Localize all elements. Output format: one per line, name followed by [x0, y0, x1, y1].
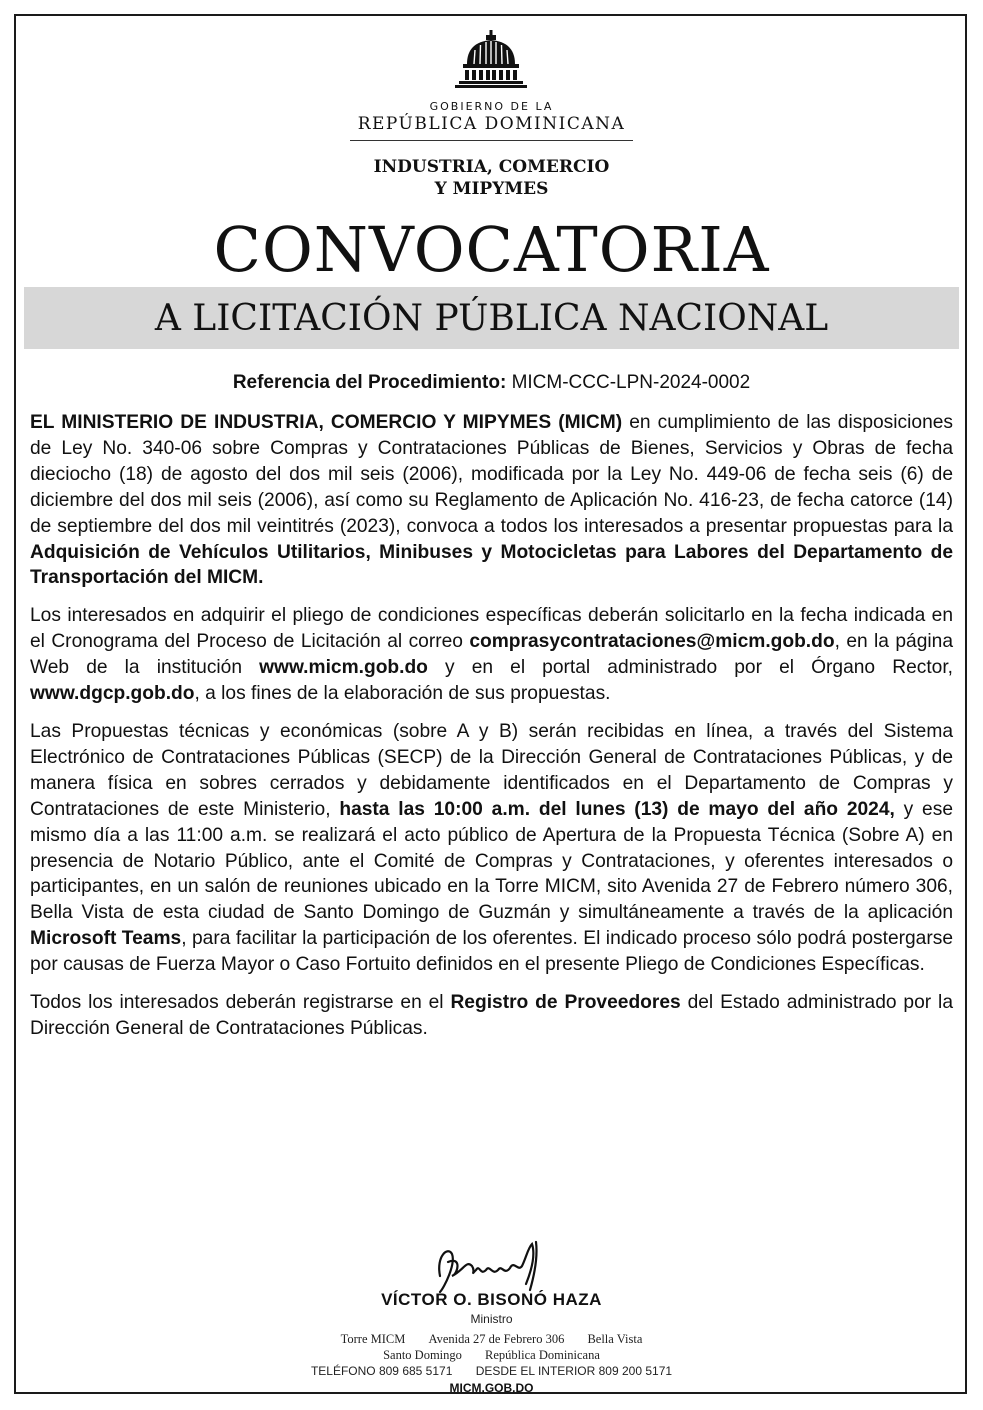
handwritten-signature [418, 1236, 578, 1298]
proposals-text-3: , para facilitar la participación de los oferentes. El indicado proceso sólo podrá postergarse por causas de Fuerza Mayor o Caso Fortuito definidos en el presente Pliego de Condiciones Específicas. [30, 928, 953, 976]
email-link[interactable]: comprasycontrataciones@micm.gob.do [469, 631, 835, 653]
phone-interior: DESDE EL INTERIOR 809 200 5171 [475, 1364, 673, 1378]
phone-line [0, 1364, 983, 1378]
signer-name: VÍCTOR O. BISONÓ HAZA [381, 1290, 602, 1309]
spec-text-4: , a los fines de la elaboración de sus propuestas. [194, 683, 611, 705]
micm-web-link[interactable]: www.micm.gob.do [259, 657, 428, 679]
address-country: República Dominicana [485, 1348, 600, 1362]
address-sector: Bella Vista [587, 1332, 643, 1346]
country-name: REPÚBLICA DOMINICANA [357, 114, 626, 134]
spec-text-1: Los interesados en adquirir el pliego de condiciones específicas deberán solicitarlo en la fecha indicada en el Cronograma del Proceso de Licitación al correo [30, 605, 953, 653]
procurement-object: Adquisición de Vehículos Utilitarios, Minibuses y Motocicletas para Labores del Departamento de Transportación del MICM. [30, 541, 953, 589]
spec-text-3: y en el portal administrado por el Órgano Rector, [427, 657, 953, 679]
paragraph-specifications [30, 603, 953, 707]
address-line-1 [0, 1332, 983, 1347]
proposals-text-1: Las Propuestas técnicas y económicas (sobre A y B) serán recibidas en línea, a través del Sistema Electrónico de Contrataciones Públicas (SECP) de la Dirección General de Contrataciones Públicas, y de manera física en sobres cerrados y debidamente identificados en el Departamento de Compras y Contrataciones de este Ministerio, [30, 720, 953, 820]
phone-number: TELÉFONO 809 685 5171 [310, 1364, 453, 1378]
header-divider [350, 140, 633, 141]
paragraph-registry [30, 990, 953, 1042]
notice-body [30, 410, 953, 1054]
signer-role: Ministro [470, 1312, 513, 1326]
ministry-bold: EL MINISTERIO DE INDUSTRIA, COMERCIO Y MIPYMES (MICM) [30, 412, 623, 433]
reference-label: Referencia del Procedimiento: [232, 372, 507, 393]
ministry-name [0, 156, 983, 200]
reference-value: MICM-CCC-LPN-2024-0002 [511, 372, 751, 393]
spec-text-2: , en la página Web de la institución [30, 631, 953, 679]
address-avenue: Avenida 27 de Febrero 306 [428, 1332, 565, 1346]
ministry-line-1: INDUSTRIA, COMERCIO [373, 157, 610, 177]
procedure-reference [0, 372, 983, 394]
registry-text-1: Todos los interesados deberán registrarse en el [30, 992, 451, 1014]
page-title: CONVOCATORIA [213, 213, 770, 286]
teams-app: Microsoft Teams [30, 928, 182, 950]
footer-website[interactable]: MICM.GOB.DO [449, 1381, 534, 1395]
page-subtitle: A LICITACIÓN PÚBLICA NACIONAL [154, 298, 829, 339]
government-label: GOBIERNO DE LA [429, 100, 554, 113]
dome-logo-icon [455, 30, 527, 88]
convocation-text: en cumplimiento de las disposiciones de Ley No. 340-06 sobre Compras y Contrataciones Públicas de Bienes, Servicios y Obras de fecha dieciocho (18) de agosto del dos mil seis (2006), modificada por la Ley No. 449-06 de fecha seis (6) de diciembre del dos mil seis (2006), así como su Reglamento de Aplicación No. 416-23, de fecha catorce (14) de septiembre del dos mil veintitrés (2023), convoca a todos los interesados a presentar propuestas para la [30, 412, 954, 537]
deadline: hasta las 10:00 a.m. del lunes (13) de mayo del año 2024, [339, 798, 895, 820]
address-line-2 [0, 1348, 983, 1363]
paragraph-convocation [30, 410, 953, 591]
paragraph-proposals [30, 719, 953, 978]
address-building: Torre MICM [340, 1332, 406, 1346]
address-city: Santo Domingo [383, 1348, 462, 1362]
dgcp-web-link[interactable]: www.dgcp.gob.do [30, 683, 195, 705]
ministry-line-2: Y MIPYMES [434, 179, 549, 199]
supplier-registry: Registro de Proveedores [450, 992, 681, 1014]
registry-text-2: del Estado administrado por la Dirección General de Contrataciones Públicas. [30, 992, 953, 1039]
proposals-text-2: y ese mismo día a las 11:00 a.m. se realizará el acto público de Apertura de la Propuesta Técnica (Sobre A) en presencia de Notario Público, ante el Comité de Compras y Contrataciones, y oferentes interesados o participantes, en un salón de reuniones ubicado en la Torre MICM, sito Avenida 27 de Febrero número 306, Bella Vista de esta ciudad de Santo Domingo de Guzmán y simultáneamente a través de la aplicación [30, 798, 953, 924]
